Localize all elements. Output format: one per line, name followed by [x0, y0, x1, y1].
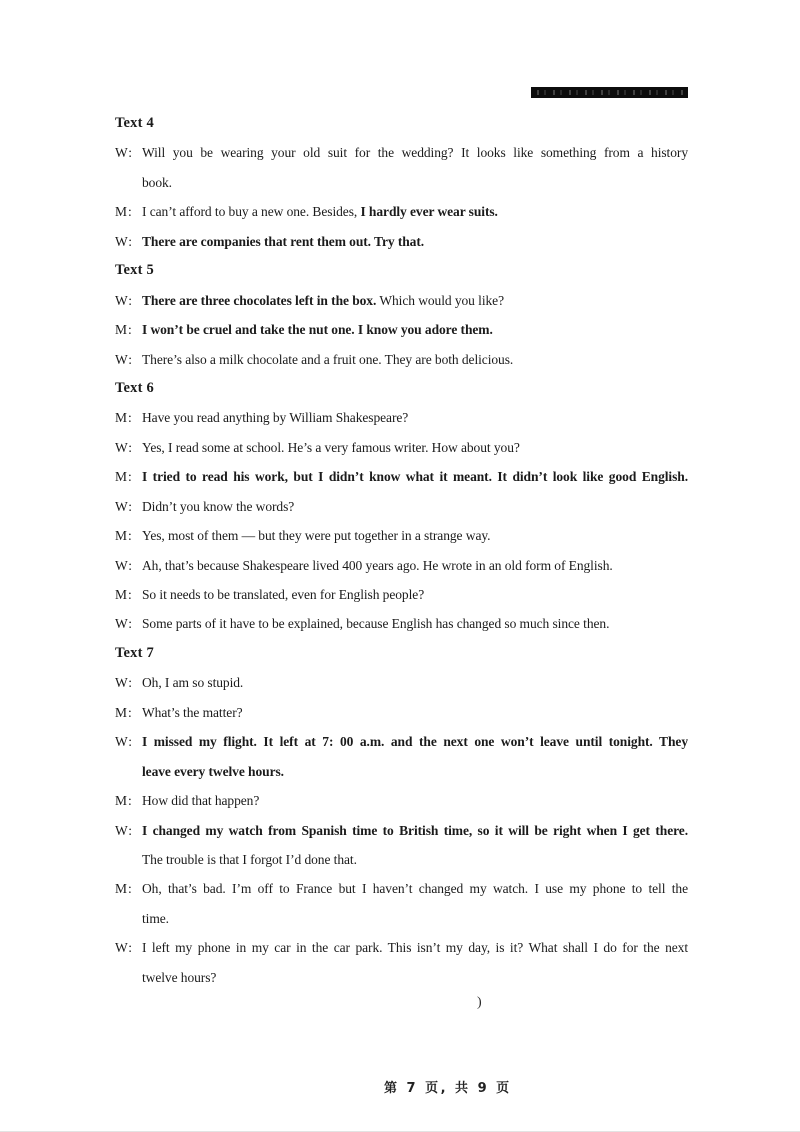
- page-footer: [384, 1077, 512, 1096]
- section-title: Text 5: [115, 262, 154, 279]
- dialogue-line: [115, 168, 688, 197]
- dialogue-line: [115, 521, 688, 550]
- line-text: [142, 315, 688, 344]
- speaker-label: W:: [115, 940, 133, 956]
- transcript-content: [115, 109, 688, 992]
- speaker-label: W:: [115, 734, 133, 750]
- speaker-label: M:: [115, 204, 133, 220]
- line-text: [142, 345, 688, 374]
- line-text: [142, 609, 688, 638]
- speaker-label: [115, 963, 142, 992]
- line-text: [142, 521, 688, 550]
- dialogue-line: [115, 138, 688, 167]
- dialogue-line: [115, 462, 688, 491]
- line-text: [142, 197, 688, 226]
- redaction-bar: [531, 87, 688, 98]
- dialogue-line: [115, 286, 688, 315]
- text-segment: I left my phone in my car in the car park. This isn’t my day, is it? What shall I do for the next: [142, 940, 688, 956]
- text-segment: I can’t afford to buy a new one. Besides,: [142, 204, 358, 220]
- text-segment: twelve hours?: [142, 969, 217, 985]
- speaker-label: W:: [115, 557, 133, 573]
- speaker-label: [115, 845, 142, 874]
- speaker-label: M:: [115, 528, 133, 544]
- bold-text-segment: There are three chocolates left in the box.: [142, 292, 377, 308]
- text-segment: Yes, I read some at school. He’s a very famous writer. How about you?: [142, 439, 520, 455]
- dialogue-line: [115, 580, 688, 609]
- dialogue-line: [115, 345, 688, 374]
- dialogue-line: [115, 433, 688, 462]
- dialogue-line: [115, 933, 688, 962]
- speaker-label: M:: [115, 322, 133, 338]
- speaker-label: W:: [115, 439, 133, 455]
- dialogue-line: [115, 727, 688, 756]
- line-text: [142, 168, 688, 197]
- line-text: [142, 580, 688, 609]
- dialogue-line: [115, 197, 688, 226]
- text-segment: Which would you like?: [376, 292, 504, 308]
- line-text: [142, 845, 688, 874]
- dialogue-line: [115, 551, 688, 580]
- section-title: Text 6: [115, 379, 154, 396]
- section-title: Text 7: [115, 644, 154, 661]
- text-segment: Didn’t you know the words?: [142, 498, 295, 514]
- dialogue-line: [115, 668, 688, 697]
- dialogue-line: [115, 403, 688, 432]
- dialogue-line: [115, 874, 688, 903]
- bold-text-segment: I missed my flight. It left at 7: 00 a.m. and the next one won’t leave until tonight. They: [142, 734, 688, 750]
- speaker-label: [115, 168, 142, 197]
- speaker-label: M:: [115, 793, 133, 809]
- speaker-label: M:: [115, 704, 133, 720]
- bold-text-segment: I hardly ever wear suits.: [357, 204, 498, 220]
- bold-text-segment: I changed my watch from Spanish time to British time, so it will be right when I get there.: [142, 822, 688, 838]
- line-text: [142, 698, 688, 727]
- bold-text-segment: I tried to read his work, but I didn’t know what it meant. It didn’t look like good English.: [142, 469, 688, 485]
- text-segment: Will you be wearing your old suit for the wedding? It looks like something from a history: [142, 145, 688, 161]
- line-text: [142, 403, 688, 432]
- line-text: [142, 816, 688, 845]
- text-segment: time.: [142, 910, 169, 926]
- dialogue-line: [115, 227, 688, 256]
- line-text: [142, 786, 688, 815]
- speaker-label: W:: [115, 675, 133, 691]
- speaker-label: W:: [115, 351, 133, 367]
- bold-text-segment: There are companies that rent them out. Try that.: [142, 233, 425, 249]
- dialogue-line: [115, 698, 688, 727]
- speaker-label: W:: [115, 145, 133, 161]
- text-segment: Yes, most of them — but they were put together in a strange way.: [142, 528, 491, 544]
- dialogue-line: [115, 492, 688, 521]
- line-text: [142, 933, 688, 962]
- speaker-label: [115, 904, 142, 933]
- text-segment: Some parts of it have to be explained, because English has changed so much since then.: [142, 616, 610, 632]
- page-number-text: 第 7 页, 共 9 页: [384, 1081, 512, 1096]
- dialogue-line: [115, 816, 688, 845]
- speaker-label: M:: [115, 587, 133, 602]
- dialogue-line: [115, 786, 688, 815]
- line-text: [142, 757, 688, 786]
- speaker-label: W:: [115, 233, 133, 249]
- line-text: [142, 286, 688, 315]
- text-segment: Oh, I am so stupid.: [142, 675, 244, 691]
- section-title: Text 4: [115, 115, 154, 131]
- line-text: [142, 963, 688, 992]
- bold-text-segment: leave every twelve hours.: [142, 763, 284, 779]
- text-segment: Ah, that’s because Shakespeare lived 400 years ago. He wrote in an old form of English.: [142, 557, 613, 573]
- dialogue-line: [115, 904, 688, 933]
- line-text: [142, 433, 688, 462]
- line-text: [142, 138, 688, 167]
- text-segment: What’s the matter?: [142, 704, 243, 720]
- stray-paren: ): [477, 995, 482, 1010]
- speaker-label: W:: [115, 292, 133, 308]
- speaker-label: M:: [115, 469, 133, 485]
- dialogue-line: [115, 757, 688, 786]
- text-segment: So it needs to be translated, even for English people?: [142, 587, 425, 602]
- speaker-label: M:: [115, 410, 133, 426]
- speaker-label: [115, 757, 142, 786]
- text-segment: book.: [142, 174, 172, 190]
- line-text: [142, 462, 688, 491]
- line-text: [142, 727, 688, 756]
- line-text: [142, 551, 688, 580]
- dialogue-line: [115, 845, 688, 874]
- line-text: [142, 668, 688, 697]
- text-segment: The trouble is that I forgot I’d done that.: [142, 851, 357, 867]
- text-segment: How did that happen?: [142, 793, 260, 809]
- dialogue-line: [115, 609, 688, 638]
- speaker-label: M:: [115, 881, 133, 897]
- text-segment: Have you read anything by William Shakespeare?: [142, 410, 409, 426]
- speaker-label: W:: [115, 498, 133, 514]
- bold-text-segment: I won’t be cruel and take the nut one. I know you adore them.: [142, 322, 493, 338]
- text-segment: There’s also a milk chocolate and a fruit one. They are both delicious.: [142, 351, 514, 367]
- line-text: [142, 227, 688, 256]
- dialogue-line: [115, 963, 688, 992]
- line-text: [142, 904, 688, 933]
- line-text: [142, 492, 688, 521]
- dialogue-line: [115, 315, 688, 344]
- line-text: [142, 874, 688, 903]
- speaker-label: W:: [115, 822, 133, 838]
- text-segment: Oh, that’s bad. I’m off to France but I haven’t changed my watch. I use my phone to tell the: [142, 881, 688, 897]
- speaker-label: W:: [115, 616, 133, 632]
